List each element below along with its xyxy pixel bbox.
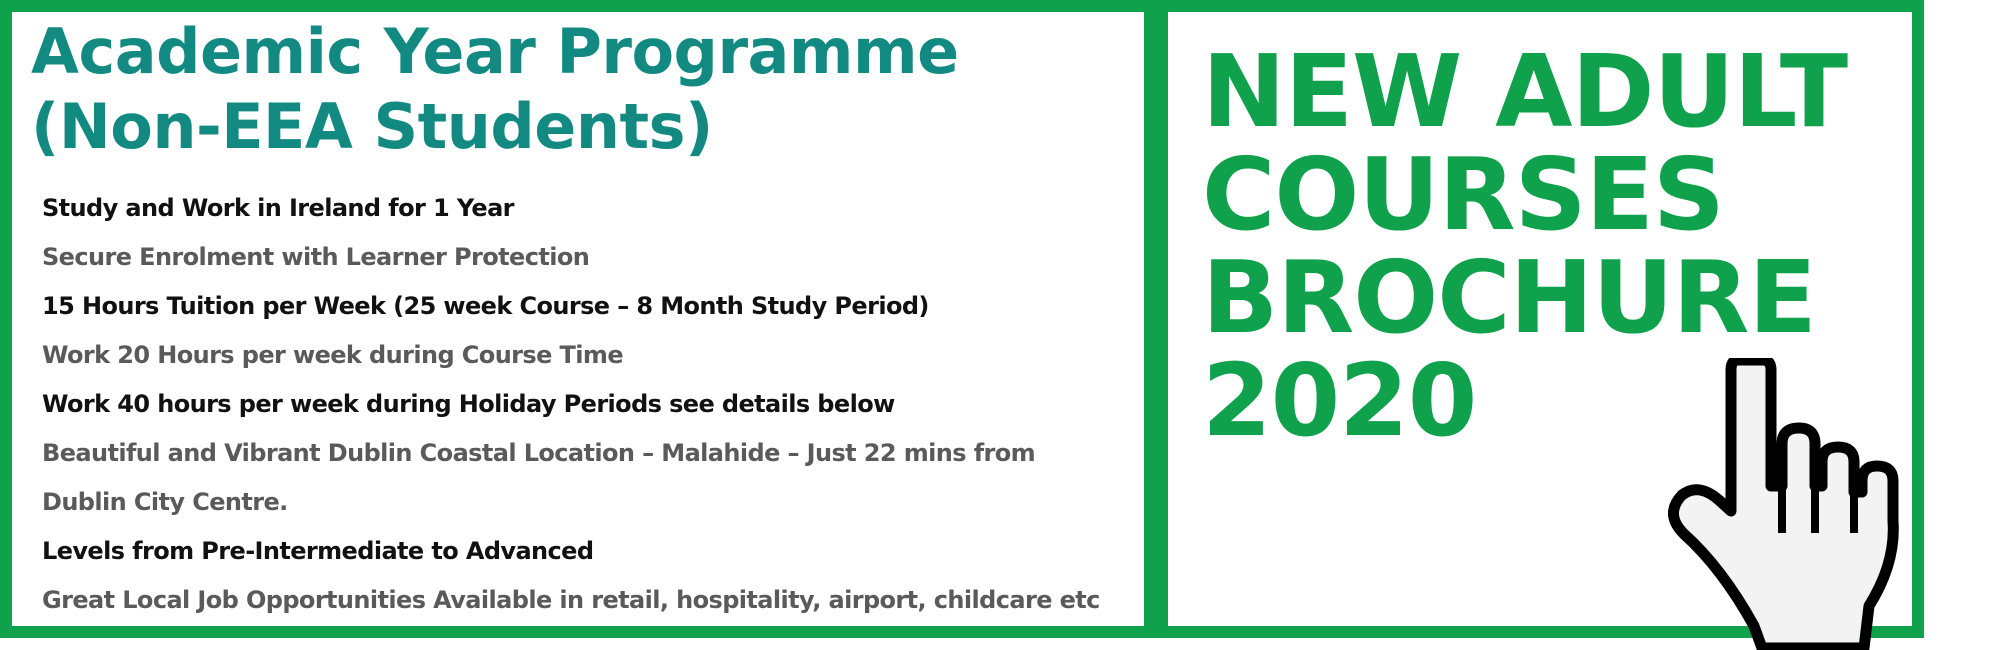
programme-title-line-2: (Non-EEA Students) — [31, 90, 713, 163]
programme-title-line-1: Academic Year Programme — [31, 15, 959, 88]
feature-item-8: Levels from Pre-Intermediate to Advanced — [42, 537, 594, 565]
brochure-heading-line-4[interactable]: 2020 — [1202, 342, 1477, 459]
brochure-heading-line-3[interactable]: BROCHURE — [1202, 239, 1816, 356]
pointing-hand-cursor-icon — [1664, 358, 1934, 650]
programme-title — [31, 14, 1121, 164]
programme-features-list — [42, 184, 1122, 625]
brochure-heading-line-2[interactable]: COURSES — [1202, 136, 1724, 253]
feature-item-1: Study and Work in Ireland for 1 Year — [42, 194, 514, 222]
feature-item-9: Great Local Job Opportunities Available in retail, hospitality, airport, childcare etc — [42, 586, 1100, 614]
brochure-heading-line-1[interactable]: NEW ADULT — [1202, 33, 1848, 150]
feature-item-6: Beautiful and Vibrant Dublin Coastal Location – Malahide – Just 22 mins from — [42, 439, 1036, 467]
feature-item-5: Work 40 hours per week during Holiday Periods see details below — [42, 390, 895, 418]
feature-item-3: 15 Hours Tuition per Week (25 week Course – 8 Month Study Period) — [42, 292, 929, 320]
feature-item-4: Work 20 Hours per week during Course Time — [42, 341, 624, 369]
feature-item-2: Secure Enrolment with Learner Protection — [42, 243, 590, 271]
feature-item-7: Dublin City Centre. — [42, 488, 288, 516]
